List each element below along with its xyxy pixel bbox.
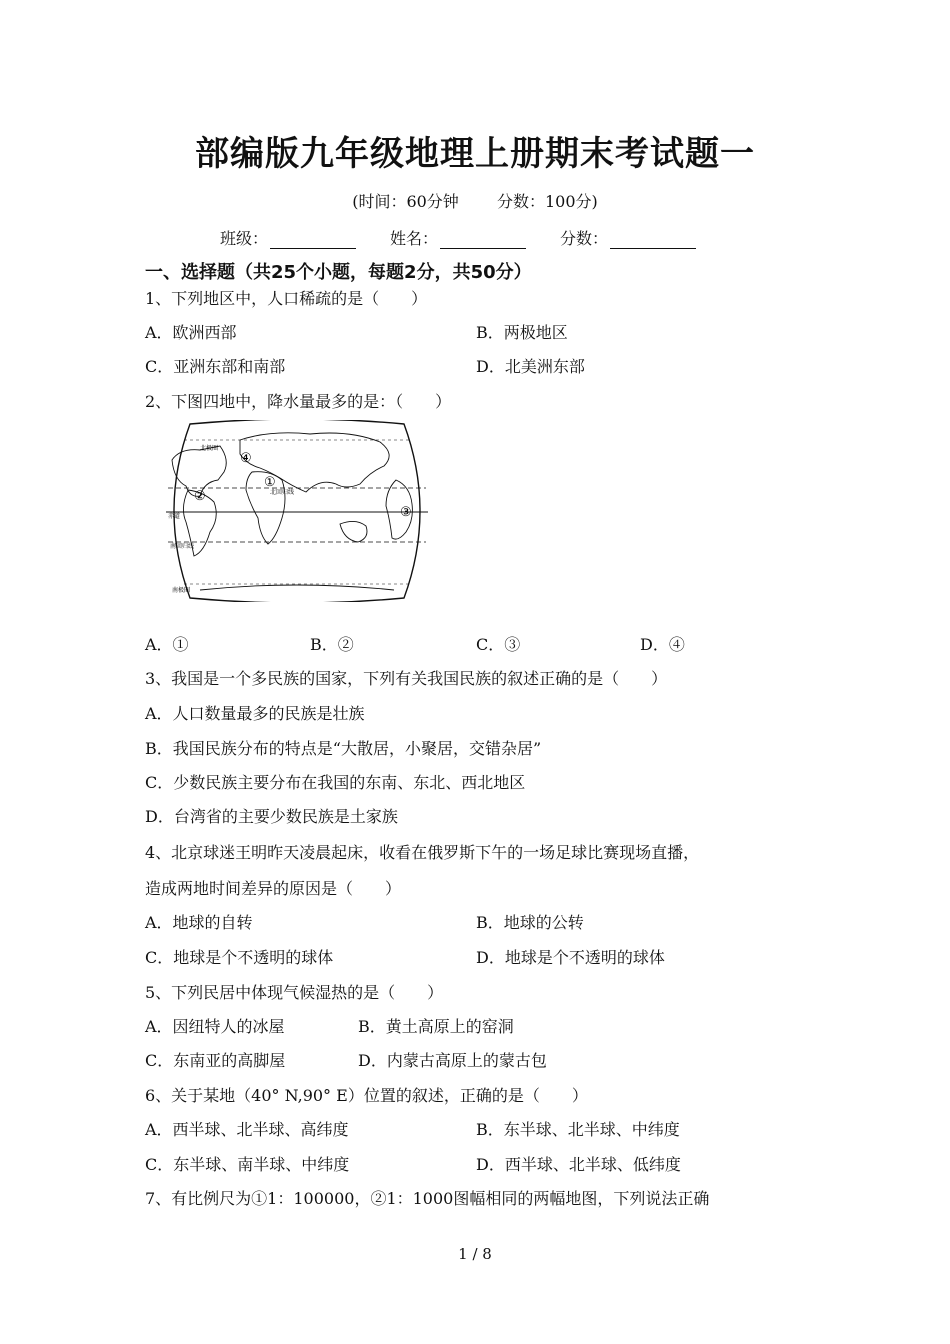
score-label: 分数： [560,229,609,248]
q4-option-b[interactable]: B．地球的公转 [476,913,584,932]
q2-stem: 2、下图四地中，降水量最多的是：（ ） [145,392,452,411]
marker-1: ① [264,475,276,490]
q6-option-d[interactable]: D．西半球、北半球、低纬度 [476,1155,681,1174]
q3-stem: 3、我国是一个多民族的国家，下列有关我国民族的叙述正确的是（ ） [145,669,668,688]
q6-option-a[interactable]: A．西半球、北半球、高纬度 [145,1120,349,1139]
q4-option-c[interactable]: C．地球是个不透明的球体 [145,948,334,967]
q3-option-a[interactable]: A．人口数量最多的民族是壮族 [145,704,365,723]
q5-stem: 5、下列民居中体现气候湿热的是（ ） [145,983,444,1002]
q4-option-a[interactable]: A．地球的自转 [145,913,253,932]
q6-option-c[interactable]: C．东半球、南半球、中纬度 [145,1155,350,1174]
q2-option-d[interactable]: D．④ [640,635,685,654]
q4-stem-line2: 造成两地时间差异的原因是（ ） [145,879,402,898]
score-field[interactable] [560,226,696,249]
antarctic-circle-label: 南极圈 [172,587,191,594]
page-number: 1 / 8 [458,1245,492,1263]
q7-stem: 7、有比例尺为①1：100000，②1：1000图幅相同的两幅地图，下列说法正确 [145,1189,710,1208]
q5-option-b[interactable]: B．黄土高原上的窑洞 [358,1017,514,1036]
arctic-circle-label: 北极圈 [200,445,219,452]
class-field[interactable] [220,226,356,249]
name-field[interactable] [390,226,526,249]
marker-3: ③ [400,505,412,520]
q4-stem-line1: 4、北京球迷王明昨天凌晨起床，收看在俄罗斯下午的一场足球比赛现场直播， [145,843,700,862]
q3-option-b[interactable]: B．我国民族分布的特点是“大散居，小聚居，交错杂居” [145,739,542,758]
exam-meta [0,189,950,212]
name-label: 姓名： [390,229,439,248]
marker-4: ④ [240,451,252,466]
q5-option-a[interactable]: A．因纽特人的冰屋 [145,1017,285,1036]
class-label: 班级： [220,229,269,248]
q6-stem: 6、关于某地（40° N,90° E）位置的叙述，正确的是（ ） [145,1086,588,1105]
marker-2: ② [194,489,206,504]
q1-option-a[interactable]: A．欧洲西部 [145,323,237,342]
q6-option-b[interactable]: B．东半球、北半球、中纬度 [476,1120,680,1139]
q1-stem: 1、下列地区中，人口稀疏的是（ ） [145,289,428,308]
world-map [160,420,434,602]
score-text: 分数：100分) [497,192,598,211]
q3-option-d[interactable]: D．台湾省的主要少数民族是土家族 [145,807,398,826]
q5-option-d[interactable]: D．内蒙古高原上的蒙古包 [358,1051,547,1070]
equator-label: 赤道 [168,513,181,520]
time-text: (时间：60分钟 [352,192,459,211]
page-title: 部编版九年级地理上册期末考试题一 [195,134,755,174]
q2-option-b[interactable]: B．② [310,635,354,654]
section-heading: 一、选择题（共25个小题，每题2分，共50分） [145,262,532,283]
tropic-south-label: 南回归线 [170,543,195,550]
q1-option-d[interactable]: D．北美洲东部 [476,357,585,376]
q5-option-c[interactable]: C．东南亚的高脚屋 [145,1051,286,1070]
q2-option-c[interactable]: C．③ [476,635,521,654]
q2-option-a[interactable]: A．① [145,635,189,654]
q1-option-b[interactable]: B．两极地区 [476,323,568,342]
student-info [220,226,696,249]
q4-option-d[interactable]: D．地球是个不透明的球体 [476,948,665,967]
q3-option-c[interactable]: C．少数民族主要分布在我国的东南、东北、西北地区 [145,773,526,792]
q1-option-c[interactable]: C．亚洲东部和南部 [145,357,286,376]
tropic-north-label: 北回归线 [270,489,295,496]
